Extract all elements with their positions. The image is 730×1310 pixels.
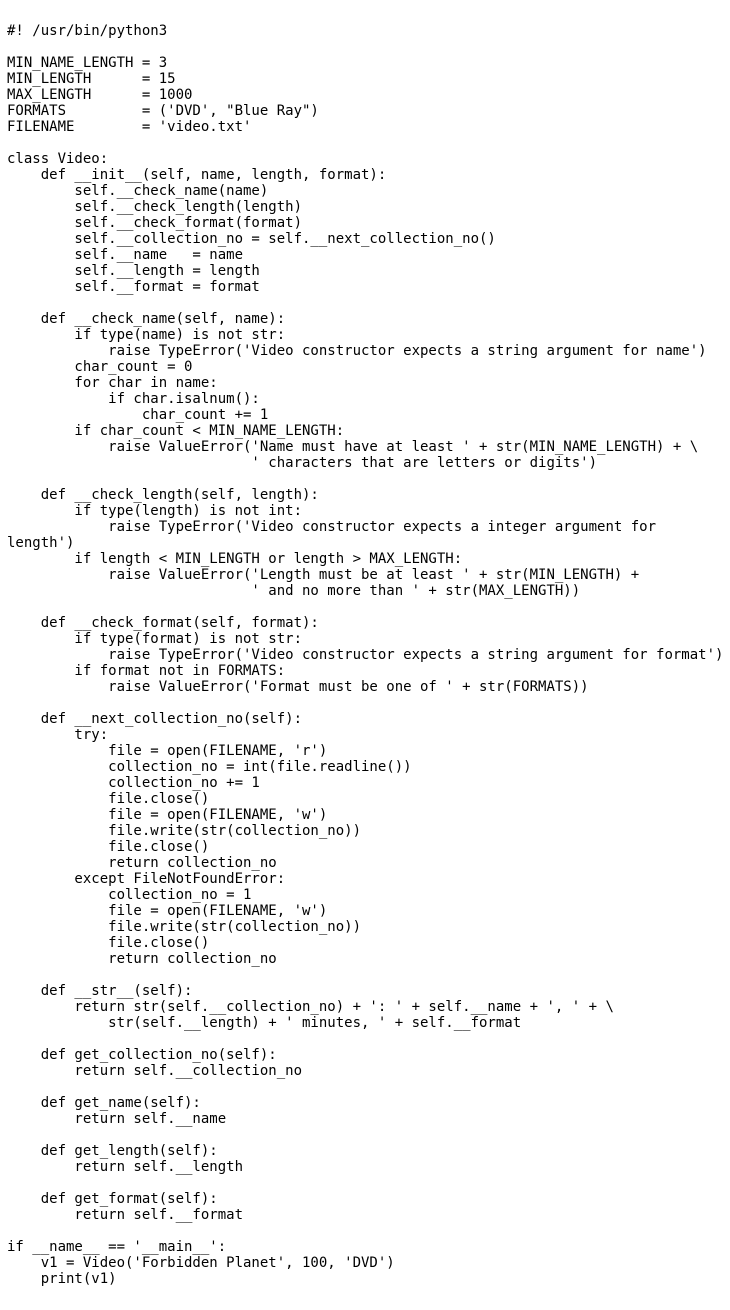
code-listing	[7, 23, 730, 1287]
code-line: if type(length) is not int:	[7, 503, 303, 519]
code-line: file.close()	[7, 839, 210, 855]
code-line: for char in name:	[7, 375, 218, 391]
code-line	[7, 135, 730, 151]
code-line: ' characters that are letters or digits')	[7, 455, 598, 471]
code-line	[7, 967, 730, 983]
code-line: except FileNotFoundError:	[7, 871, 286, 887]
code-line: return self.__collection_no	[7, 1063, 303, 1079]
code-line: def __str__(self):	[7, 983, 193, 999]
code-line: return self.__name	[7, 1111, 227, 1127]
code-line: FILENAME = 'video.txt'	[7, 119, 252, 135]
code-line: self.__length = length	[7, 263, 260, 279]
code-line: str(self.__length) + ' minutes, ' + self.__format	[7, 1015, 522, 1031]
code-line: self.__check_name(name)	[7, 183, 269, 199]
code-line	[7, 599, 730, 615]
code-line	[7, 471, 730, 487]
code-line: #! /usr/bin/python3	[7, 23, 168, 39]
code-line: length')	[7, 535, 75, 551]
code-line: MIN_LENGTH = 15	[7, 71, 176, 87]
code-line: if __name__ == '__main__':	[7, 1239, 227, 1255]
code-line: file = open(FILENAME, 'w')	[7, 903, 328, 919]
code-line: raise TypeError('Video constructor expects a string argument for format')	[7, 647, 724, 663]
code-line	[7, 295, 730, 311]
code-line: print(v1)	[7, 1271, 117, 1287]
code-line	[7, 1079, 730, 1095]
code-line: self.__format = format	[7, 279, 260, 295]
code-line	[7, 1031, 730, 1047]
code-line: self.__collection_no = self.__next_collection_no()	[7, 231, 496, 247]
code-line: ' and no more than ' + str(MAX_LENGTH))	[7, 583, 581, 599]
code-line: file = open(FILENAME, 'r')	[7, 743, 328, 759]
code-line: raise TypeError('Video constructor expects a string argument for name')	[7, 343, 707, 359]
code-line: if type(name) is not str:	[7, 327, 286, 343]
code-line: return self.__format	[7, 1207, 244, 1223]
code-line: file.write(str(collection_no))	[7, 919, 362, 935]
code-line: MIN_NAME_LENGTH = 3	[7, 55, 168, 71]
code-line: collection_no = 1	[7, 887, 252, 903]
code-line: if type(format) is not str:	[7, 631, 303, 647]
code-line: file.close()	[7, 935, 210, 951]
code-line: file.write(str(collection_no))	[7, 823, 362, 839]
code-line: FORMATS = ('DVD', "Blue Ray")	[7, 103, 319, 119]
code-line	[7, 1127, 730, 1143]
code-line: if length < MIN_LENGTH or length > MAX_LENGTH:	[7, 551, 463, 567]
code-line: return self.__length	[7, 1159, 244, 1175]
code-line: return collection_no	[7, 951, 277, 967]
code-line: def __check_name(self, name):	[7, 311, 286, 327]
code-line: file = open(FILENAME, 'w')	[7, 807, 328, 823]
code-line: def get_name(self):	[7, 1095, 201, 1111]
code-line: raise TypeError('Video constructor expects a integer argument for	[7, 519, 657, 535]
code-line: collection_no = int(file.readline())	[7, 759, 412, 775]
code-line	[7, 1223, 730, 1239]
code-line: file.close()	[7, 791, 210, 807]
code-line: MAX_LENGTH = 1000	[7, 87, 193, 103]
code-line: if format not in FORMATS:	[7, 663, 286, 679]
code-line	[7, 695, 730, 711]
code-line: char_count += 1	[7, 407, 269, 423]
code-line	[7, 39, 730, 55]
code-line: raise ValueError('Length must be at least ' + str(MIN_LENGTH) +	[7, 567, 640, 583]
code-line: raise ValueError('Format must be one of ' + str(FORMATS))	[7, 679, 589, 695]
code-line: class Video:	[7, 151, 109, 167]
code-line: if char_count < MIN_NAME_LENGTH:	[7, 423, 345, 439]
code-line: self.__name = name	[7, 247, 244, 263]
code-line: def get_format(self):	[7, 1191, 218, 1207]
code-line	[7, 1175, 730, 1191]
code-line: self.__check_length(length)	[7, 199, 303, 215]
code-line: def __check_length(self, length):	[7, 487, 319, 503]
code-line: collection_no += 1	[7, 775, 260, 791]
code-line: def get_length(self):	[7, 1143, 218, 1159]
code-line: def __check_format(self, format):	[7, 615, 319, 631]
code-line: return collection_no	[7, 855, 277, 871]
code-line: char_count = 0	[7, 359, 193, 375]
code-line: if char.isalnum():	[7, 391, 260, 407]
code-line: try:	[7, 727, 109, 743]
code-line: raise ValueError('Name must have at least ' + str(MIN_NAME_LENGTH) + \	[7, 439, 699, 455]
code-line: v1 = Video('Forbidden Planet', 100, 'DVD')	[7, 1255, 395, 1271]
code-line: def get_collection_no(self):	[7, 1047, 277, 1063]
code-line: self.__check_format(format)	[7, 215, 303, 231]
code-line: def __next_collection_no(self):	[7, 711, 303, 727]
code-line: def __init__(self, name, length, format):	[7, 167, 387, 183]
code-line: return str(self.__collection_no) + ': ' + self.__name + ', ' + \	[7, 999, 614, 1015]
